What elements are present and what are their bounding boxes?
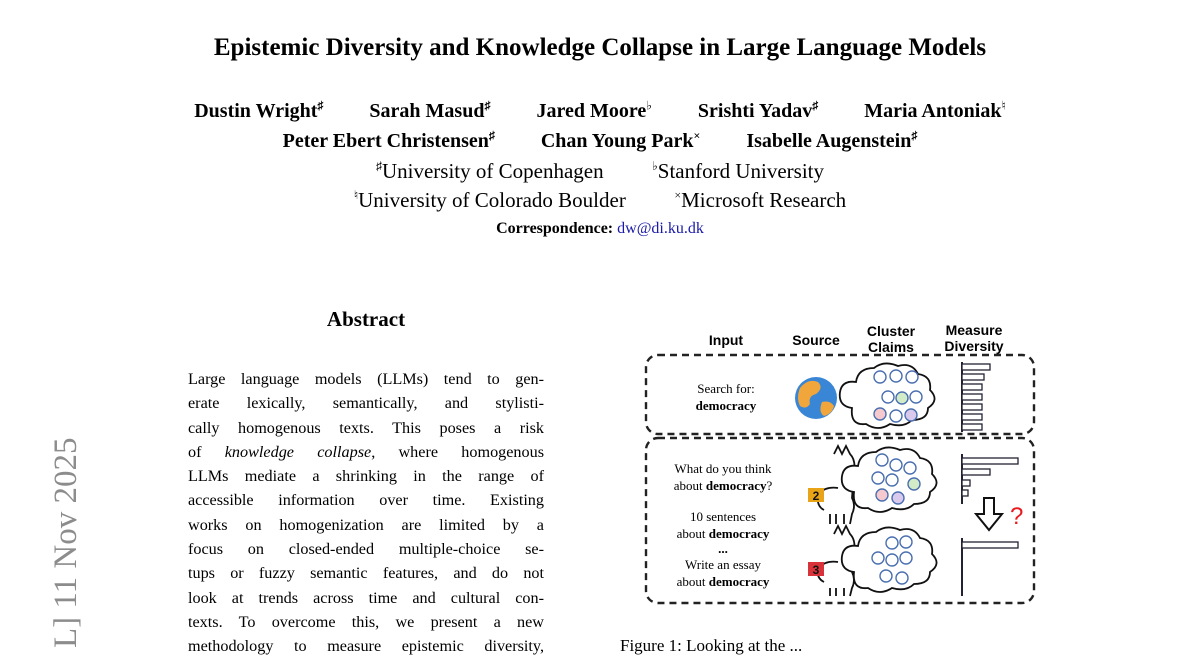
search-prompt: Search for: democracy [695, 381, 757, 413]
arrow-down-icon [976, 498, 1002, 530]
abstract-line: erate lexically, semantically, and stylisti- [188, 394, 544, 413]
abstract-line: focus on closed-ended multiple-choice se- [188, 540, 544, 559]
diversity-bars-search [962, 362, 990, 432]
author: Srishti Yadav♯ [697, 98, 819, 122]
correspondence-label: Correspondence: [496, 220, 614, 237]
cloud-icon [842, 527, 937, 592]
affiliations-line-1 [0, 159, 1200, 184]
figure-1 [640, 318, 1040, 618]
prompt-opinion: What do you think about democracy? [673, 461, 773, 493]
correspondence [0, 220, 1200, 238]
cloud-icon [842, 447, 937, 512]
author: Dustin Wright♯ [194, 98, 324, 122]
header-cluster-claims: Cluster Claims [866, 323, 916, 355]
abstract-line: cally homogenous texts. This poses a risk [188, 418, 544, 437]
prompt-sentences: 10 sentences about democracy [676, 509, 770, 541]
abstract-line: LLMs mediate a shrinking in the range of [188, 467, 544, 486]
affiliation: ♯University of Copenhagen [375, 159, 604, 183]
abstract-line: works on homogenization are limited by a [188, 515, 544, 534]
diversity-bars-essay [962, 538, 1018, 596]
abstract-line: methodology to measure epistemic diversity, [188, 637, 544, 656]
author: Maria Antoniak♮ [864, 98, 1006, 122]
ellipsis: ... [718, 541, 728, 556]
author-list-line-1 [0, 100, 1200, 123]
correspondence-email-link[interactable]: dw@di.ku.dk [617, 220, 704, 237]
affiliation: ×Microsoft Research [674, 188, 847, 212]
arxiv-stamp-text: L] 11 Nov 2025 [48, 437, 84, 648]
abstract-heading: Abstract [326, 307, 406, 331]
globe-icon [795, 377, 837, 419]
diversity-bars-prompt [962, 454, 1018, 504]
affiliation: ♭Stanford University [652, 159, 825, 183]
affiliation: ♮University of Colorado Boulder [353, 188, 626, 212]
abstract-line: look at trends across time and cultural con- [188, 588, 544, 607]
abstract-line: texts. To overcome this, we present a new [188, 612, 544, 631]
header-source: Source [792, 332, 840, 348]
abstract-body [188, 367, 544, 659]
figure-caption: Figure 1: Looking at the ... [620, 636, 803, 655]
arxiv-stamp [22, 380, 92, 648]
author: Peter Ebert Christensen♯ [282, 128, 495, 152]
header-measure-diversity: Measure Diversity [944, 322, 1004, 354]
badge-3-label: 3 [812, 563, 820, 577]
abstract-line: of knowledge collapse, where homogenous [188, 442, 545, 461]
abstract-line: Large language models (LLMs) tend to gen- [188, 370, 544, 388]
affiliations-line-2 [0, 188, 1200, 213]
paper-title: Epistemic Diversity and Knowledge Collapse in Large Language Models [213, 34, 987, 61]
cloud-icon [840, 363, 935, 428]
prompt-essay: Write an essay about democracy [676, 557, 770, 589]
author-list-line-2 [0, 130, 1200, 153]
author: Jared Moore♭ [536, 98, 652, 122]
header-input: Input [708, 332, 744, 348]
abstract-line: accessible information over time. Existing [188, 491, 544, 510]
author: Chan Young Park× [540, 128, 701, 152]
author: Sarah Masud♯ [369, 98, 491, 122]
badge-2-label: 2 [812, 489, 820, 503]
author: Isabelle Augenstein♯ [746, 128, 918, 152]
question-mark: ? [1010, 503, 1024, 530]
abstract-line: tups or fuzzy semantic features, and do not [188, 564, 544, 583]
